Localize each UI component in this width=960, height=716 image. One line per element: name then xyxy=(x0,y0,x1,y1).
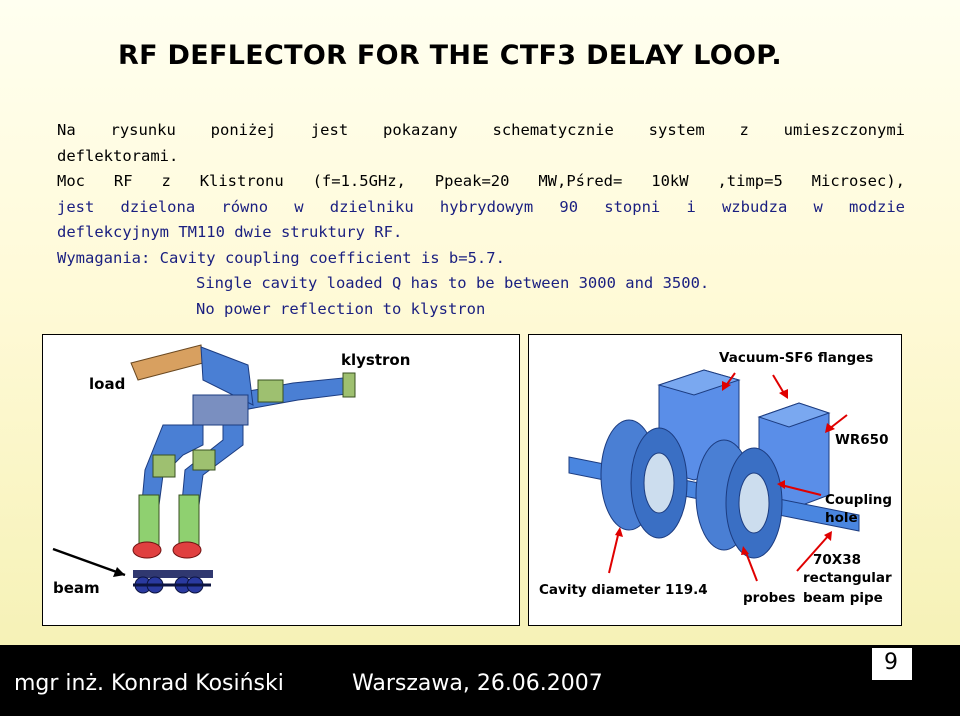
page-number-box xyxy=(872,648,912,680)
label-coupling: Coupling xyxy=(825,492,892,508)
deflector-figure xyxy=(528,334,902,626)
footer-bar xyxy=(0,645,960,716)
label-beam: beam xyxy=(53,579,100,597)
label-pipe-name: beam pipe xyxy=(803,590,883,606)
text-line-8: No power reflection to klystron xyxy=(196,300,486,318)
label-hole: hole xyxy=(825,510,858,526)
label-pipe-size: 70X38 xyxy=(813,552,861,568)
waveguide-figure xyxy=(42,334,520,626)
text-line-4: jest dzielona równo w dzielniku hybrydowym 90 stopni i wzbudza w modzie xyxy=(57,198,905,216)
label-klystron: klystron xyxy=(341,351,411,369)
text-line-2: deflektorami. xyxy=(57,147,179,165)
page-number: 9 xyxy=(884,650,898,675)
text-line-1: Na rysunku poniżej jest pokazany schematycznie system z umieszczonymi xyxy=(57,121,905,139)
label-vacuum-flanges: Vacuum-SF6 flanges xyxy=(719,350,874,366)
label-cavity-diameter: Cavity diameter 119.4 xyxy=(539,582,708,598)
text-line-5: deflekcyjnym TM110 dwie struktury RF. xyxy=(57,223,403,241)
label-wr650: WR650 xyxy=(835,432,889,448)
footer-author: mgr inż. Konrad Kosiński xyxy=(14,671,284,696)
text-line-6: Wymagania: Cavity coupling coefficient is b=5.7. xyxy=(57,249,505,267)
text-line-7: Single cavity loaded Q has to be between 3000 and 3500. xyxy=(196,274,710,292)
footer-place-date: Warszawa, 26.06.2007 xyxy=(352,671,603,696)
text-line-3: Moc RF z Klistronu (f=1.5GHz, Ppeak=20 MW,Pśred= 10kW ,timp=5 Microsec), xyxy=(57,172,905,190)
label-probes: probes xyxy=(743,590,796,606)
slide-title: RF DEFLECTOR FOR THE CTF3 DELAY LOOP. xyxy=(118,40,782,71)
label-pipe-shape: rectangular xyxy=(803,570,892,586)
label-load: load xyxy=(89,375,126,393)
